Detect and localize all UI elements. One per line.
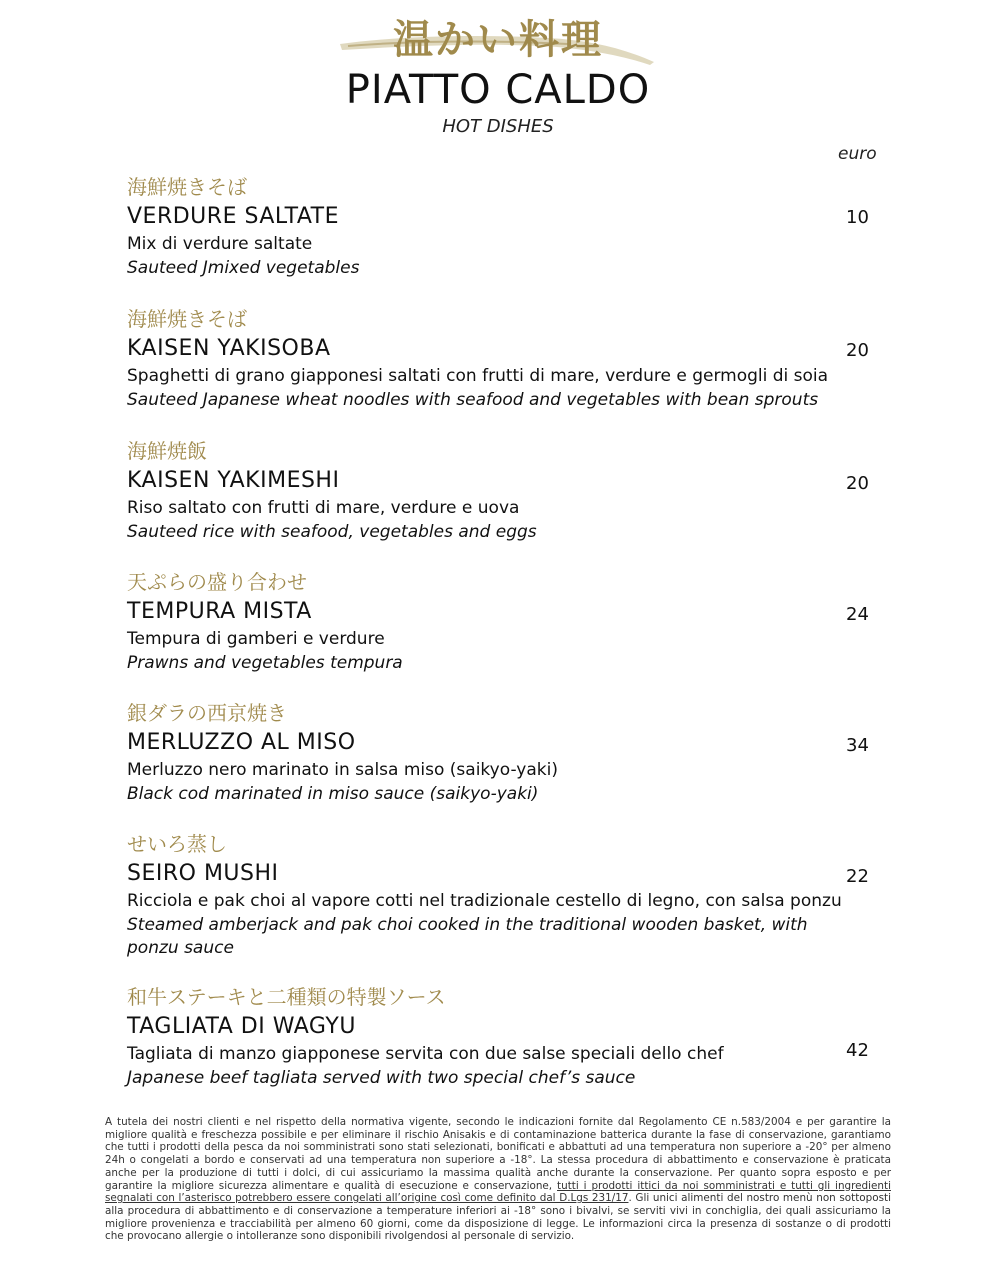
- page-title: PIATTO CALDO: [345, 67, 651, 113]
- currency-label: euro: [838, 144, 877, 164]
- item-name-japanese: 海鮮焼きそば: [127, 307, 247, 331]
- menu-item: [127, 438, 867, 544]
- footnote-underlined-text: tutti i prodotti ittici da noi somministrati e tutti gli ingredienti segnalati con l’asterisco potrebbero essere congelati all’origine così come definito dal D.Lgs 231/17: [105, 1179, 891, 1205]
- item-description-english: Japanese beef tagliata served with two special chef’s sauce: [127, 1068, 636, 1088]
- item-name-japanese: 和牛ステーキと二種類の特製ソース: [127, 985, 446, 1009]
- item-name-japanese: 銀ダラの西京焼き: [127, 701, 287, 725]
- item-description-english: Sauteed Japanese wheat noodles with seafood and vegetables with bean sprouts: [127, 390, 819, 410]
- menu-item: [127, 831, 867, 960]
- item-description-italian: Ricciola e pak choi al vapore cotti nel tradizionale cestello di legno, con salsa ponzu: [127, 891, 842, 911]
- item-name: TAGLIATA DI WAGYU: [127, 1014, 356, 1039]
- item-description-english: Steamed amberjack and pak choi cooked in the traditional wooden basket, with ponzu sauce: [127, 915, 808, 958]
- item-name: KAISEN YAKISOBA: [127, 336, 331, 361]
- item-price: 22: [846, 866, 869, 887]
- item-name: TEMPURA MISTA: [127, 599, 312, 624]
- item-description-italian: Riso saltato con frutti di mare, verdure e uova: [127, 498, 520, 518]
- menu-item: [127, 984, 867, 1090]
- item-price: 24: [846, 604, 869, 625]
- item-price: 34: [846, 735, 869, 756]
- title-japanese: 温かい料理: [393, 17, 603, 63]
- item-description-italian: Tagliata di manzo giapponese servita con due salse speciali dello chef: [127, 1044, 724, 1064]
- page-subtitle: HOT DISHES: [442, 116, 554, 137]
- item-description-italian: Tempura di gamberi e verdure: [127, 629, 385, 649]
- item-name-japanese: 海鮮焼きそば: [127, 175, 247, 199]
- item-name-japanese: せいろ蒸し: [127, 832, 227, 856]
- item-description-italian: Mix di verdure saltate: [127, 234, 313, 254]
- item-name: KAISEN YAKIMESHI: [127, 468, 340, 493]
- item-description-italian: Spaghetti di grano giapponesi saltati con frutti di mare, verdure e germogli di soia: [127, 366, 829, 386]
- item-description-english: Prawns and vegetables tempura: [127, 653, 403, 673]
- item-price: 20: [846, 340, 869, 361]
- item-name: SEIRO MUSHI: [127, 861, 279, 886]
- footnote-text-continued: . Gli unici alimenti del nostro menù non sottoposti alla procedura di abbattimento e di conservazione a temperature inferiori ai -18° sono i bivalvi, se serviti vivi in conchiglia, dei quali assicuriamo la migliore provenienza e tracciabilità per almeno 60 giorni, come da disposizione di legge. Le informazioni circa la presenza di sostanze o di prodotti che provocano allergie o intolleranze sono disponibili rivolgendosi al personale di servizio.: [105, 1192, 891, 1243]
- item-price: 20: [846, 473, 869, 494]
- item-description-italian: Merluzzo nero marinato in salsa miso (saikyo-yaki): [127, 760, 558, 780]
- menu-item: [127, 569, 867, 675]
- legal-footnote: [105, 1116, 891, 1243]
- item-name: VERDURE SALTATE: [127, 204, 340, 229]
- item-price: 42: [846, 1040, 869, 1061]
- item-price: 10: [846, 207, 869, 228]
- item-name: MERLUZZO AL MISO: [127, 730, 356, 755]
- item-name-japanese: 海鮮焼飯: [127, 439, 207, 463]
- japanese-title-block: [338, 10, 658, 70]
- item-description-english: Black cod marinated in miso sauce (saikyo-yaki): [127, 784, 539, 804]
- menu-header: [0, 10, 996, 137]
- menu-item: [127, 700, 867, 806]
- menu-item: [127, 174, 867, 280]
- item-name-japanese: 天ぷらの盛り合わせ: [127, 570, 307, 594]
- footnote-text: A tutela dei nostri clienti e nel rispetto della normativa vigente, secondo le indicazioni fornite dal Regolamento CE n.583/2004 e per garantire la migliore qualità e freschezza possibile e per eliminare il rischio Anisakis e di contaminazione batterica durante la fase di conservazione, garantiamo che tutti i prodotti della pesca da noi somministrati sono stati selezionati, bonificati e abbattuti ad una temperatura non superiore a -20° per almeno 24h o congelati a bordo e conservati ad una temperatura non superiore a -18°. La stessa procedura di abbattimento e conservazione è praticata anche per la produzione di tutti i dolci, di cui assicuriamo la massima qualità anche durante la conservazione. Per quanto sopra esposto e per garantire la migliore sicurezza alimentare e qualità di esecuzione e conservazione,: [105, 1116, 891, 1192]
- menu-item: [127, 306, 867, 412]
- item-description-english: Sauteed rice with seafood, vegetables and eggs: [127, 522, 537, 542]
- item-description-english: Sauteed Jmixed vegetables: [127, 258, 360, 278]
